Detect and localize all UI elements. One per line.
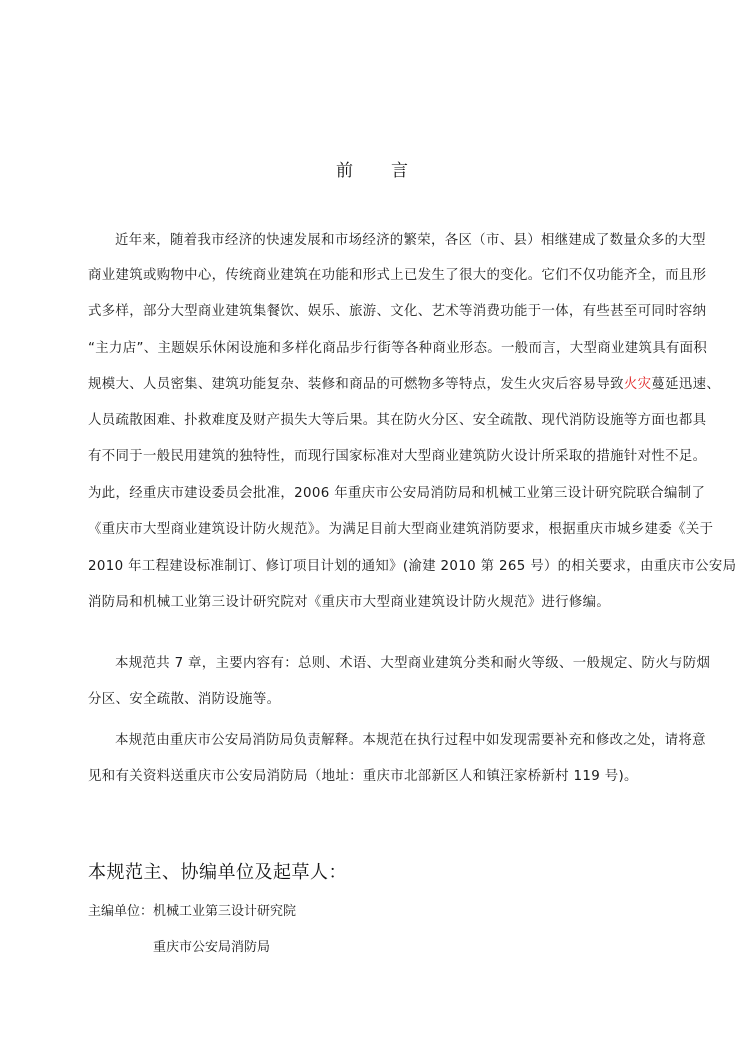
paragraph-1-line-4: “主力店”、主题娱乐休闲设施和多样化商品步行街等各种商业形态。一般而言，大型商业建筑具有面积 xyxy=(88,341,708,356)
title-char-1: 前 xyxy=(336,161,353,181)
chief-editor-unit-2: 重庆市公安局消防局 xyxy=(153,940,271,955)
paragraph-1-line-5 xyxy=(88,376,720,394)
paragraph-1-line-9: 《重庆市大型商业建筑设计防火规范》。为满足目前大型商业建筑消防要求，根据重庆市城乡建委《关于 xyxy=(88,522,714,537)
paragraph-1-line-6: 人员疏散困难、扑救难度及财产损失大等后果。其在防火分区、安全疏散、现代消防设施等方面也都具 xyxy=(88,413,707,428)
paragraph-1-line-8: 为此，经重庆市建设委员会批准，2006 年重庆市公安局消防局和机械工业第三设计研究院联合编制了 xyxy=(88,486,706,501)
paragraph-3-line-1: 本规范由重庆市公安局消防局负责解释。本规范在执行过程中如发现需要补充和修改之处，请将意 xyxy=(115,733,706,748)
units-heading: 本规范主、协编单位及起草人： xyxy=(88,862,347,883)
paragraph-1-line-3: 式多样，部分大型商业建筑集餐饮、娱乐、旅游、文化、艺术等消费功能于一体，有些甚至可同时容纳 xyxy=(88,304,707,319)
paragraph-1-line-10: 2010 年工程建设标准制订、修订项目计划的通知》(渝建 2010 第 265 号）的相关要求，由重庆市公安局 xyxy=(88,559,737,574)
line-text-before: 规模大、人员密集、建筑功能复杂、装修和商品的可燃物多等特点，发生火灾后容易导致 xyxy=(88,377,624,392)
paragraph-2-line-2: 分区、安全疏散、消防设施等。 xyxy=(88,692,281,707)
chief-editor-unit-1: 机械工业第三设计研究院 xyxy=(153,904,297,919)
line-text-after: 蔓延迅速、 xyxy=(651,377,721,392)
paragraph-1-line-7: 有不同于一般民用建筑的独特性，而现行国家标准对大型商业建筑防火设计所采取的措施针对性不足。 xyxy=(88,449,707,464)
highlighted-text: 火灾 xyxy=(623,377,652,392)
chief-editor-label: 主编单位： xyxy=(88,904,154,919)
paragraph-2-line-1: 本规范共 7 章，主要内容有：总则、术语、大型商业建筑分类和耐火等级、一般规定、防火与防烟 xyxy=(115,656,711,671)
paragraph-1-line-1: 近年来，随着我市经济的快速发展和市场经济的繁荣，各区（市、县）相继建成了数量众多的大型 xyxy=(115,233,706,248)
title-char-2: 言 xyxy=(391,161,408,181)
page-title xyxy=(0,156,744,181)
paragraph-3-line-2: 见和有关资料送重庆市公安局消防局（地址：重庆市北部新区人和镇汪家桥新村 119 号)。 xyxy=(88,769,638,784)
paragraph-1-line-2: 商业建筑或购物中心，传统商业建筑在功能和形式上已发生了很大的变化。它们不仅功能齐全，而且形 xyxy=(88,268,707,283)
paragraph-1-line-11: 消防局和机械工业第三设计研究院对《重庆市大型商业建筑设计防火规范》进行修编。 xyxy=(88,595,611,610)
